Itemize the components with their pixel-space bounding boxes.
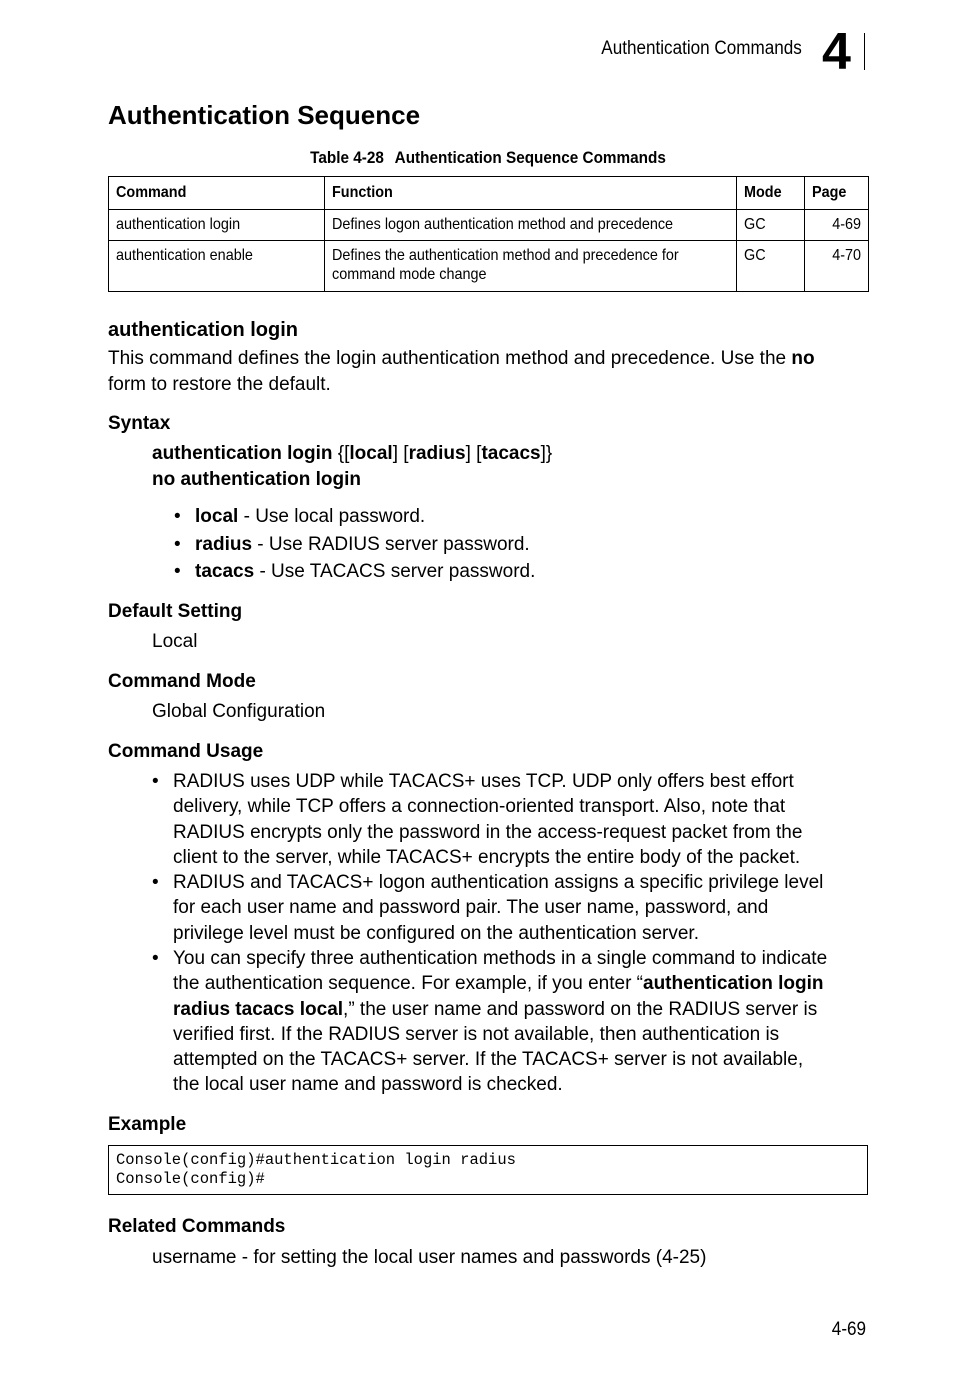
syntax-line: authentication login {[local] [radius] [tacacs]} — [152, 443, 553, 464]
column-header: Function — [325, 177, 737, 210]
command-mode-heading: Command Mode — [108, 671, 256, 692]
default-setting-value: Local — [152, 631, 198, 652]
table-cell: authentication enable — [109, 241, 325, 292]
code-line: Console(config)# — [116, 1170, 265, 1188]
table-header-row — [109, 177, 869, 210]
code-line: Console(config)#authentication login radius — [116, 1151, 516, 1169]
column-header: Mode — [737, 177, 805, 210]
column-header: Page — [805, 177, 869, 210]
table-row — [109, 210, 869, 241]
commands-table — [108, 176, 869, 292]
chapter-rule — [864, 33, 865, 70]
table-cell: Defines logon authentication method and precedence — [325, 210, 737, 241]
table-caption-label: Table 4-28 — [310, 148, 384, 167]
related-commands-text: username - for setting the local user names and passwords (4-25) — [152, 1247, 707, 1268]
table-cell: authentication login — [109, 210, 325, 241]
command-mode-value: Global Configuration — [152, 701, 326, 722]
table-row — [109, 241, 869, 292]
page-number: 4-69 — [831, 1319, 866, 1340]
chapter-number: 4 — [822, 23, 851, 81]
table-cell: GC — [737, 241, 805, 292]
related-commands-heading: Related Commands — [108, 1216, 286, 1237]
table-cell: 4-70 — [805, 241, 869, 292]
table-caption-title: Authentication Sequence Commands — [394, 148, 666, 167]
table-caption — [49, 148, 927, 168]
example-heading: Example — [108, 1114, 187, 1135]
syntax-heading: Syntax — [108, 413, 171, 434]
default-setting-heading: Default Setting — [108, 601, 243, 622]
intro-paragraph: This command defines the login authentication method and precedence. Use the no form to restore the default. — [108, 348, 815, 395]
table-cell: 4-69 — [805, 210, 869, 241]
example-code-block — [108, 1145, 868, 1195]
column-header: Command — [109, 177, 325, 210]
syntax-line-no: no authentication login — [152, 469, 361, 490]
section-title: Authentication Sequence — [108, 100, 421, 130]
command-heading: authentication login — [108, 319, 298, 341]
running-header: Authentication Commands — [601, 38, 802, 59]
table-cell: Defines the authentication method and precedence for command mode change — [325, 241, 737, 292]
command-usage-heading: Command Usage — [108, 741, 264, 762]
table-cell: GC — [737, 210, 805, 241]
